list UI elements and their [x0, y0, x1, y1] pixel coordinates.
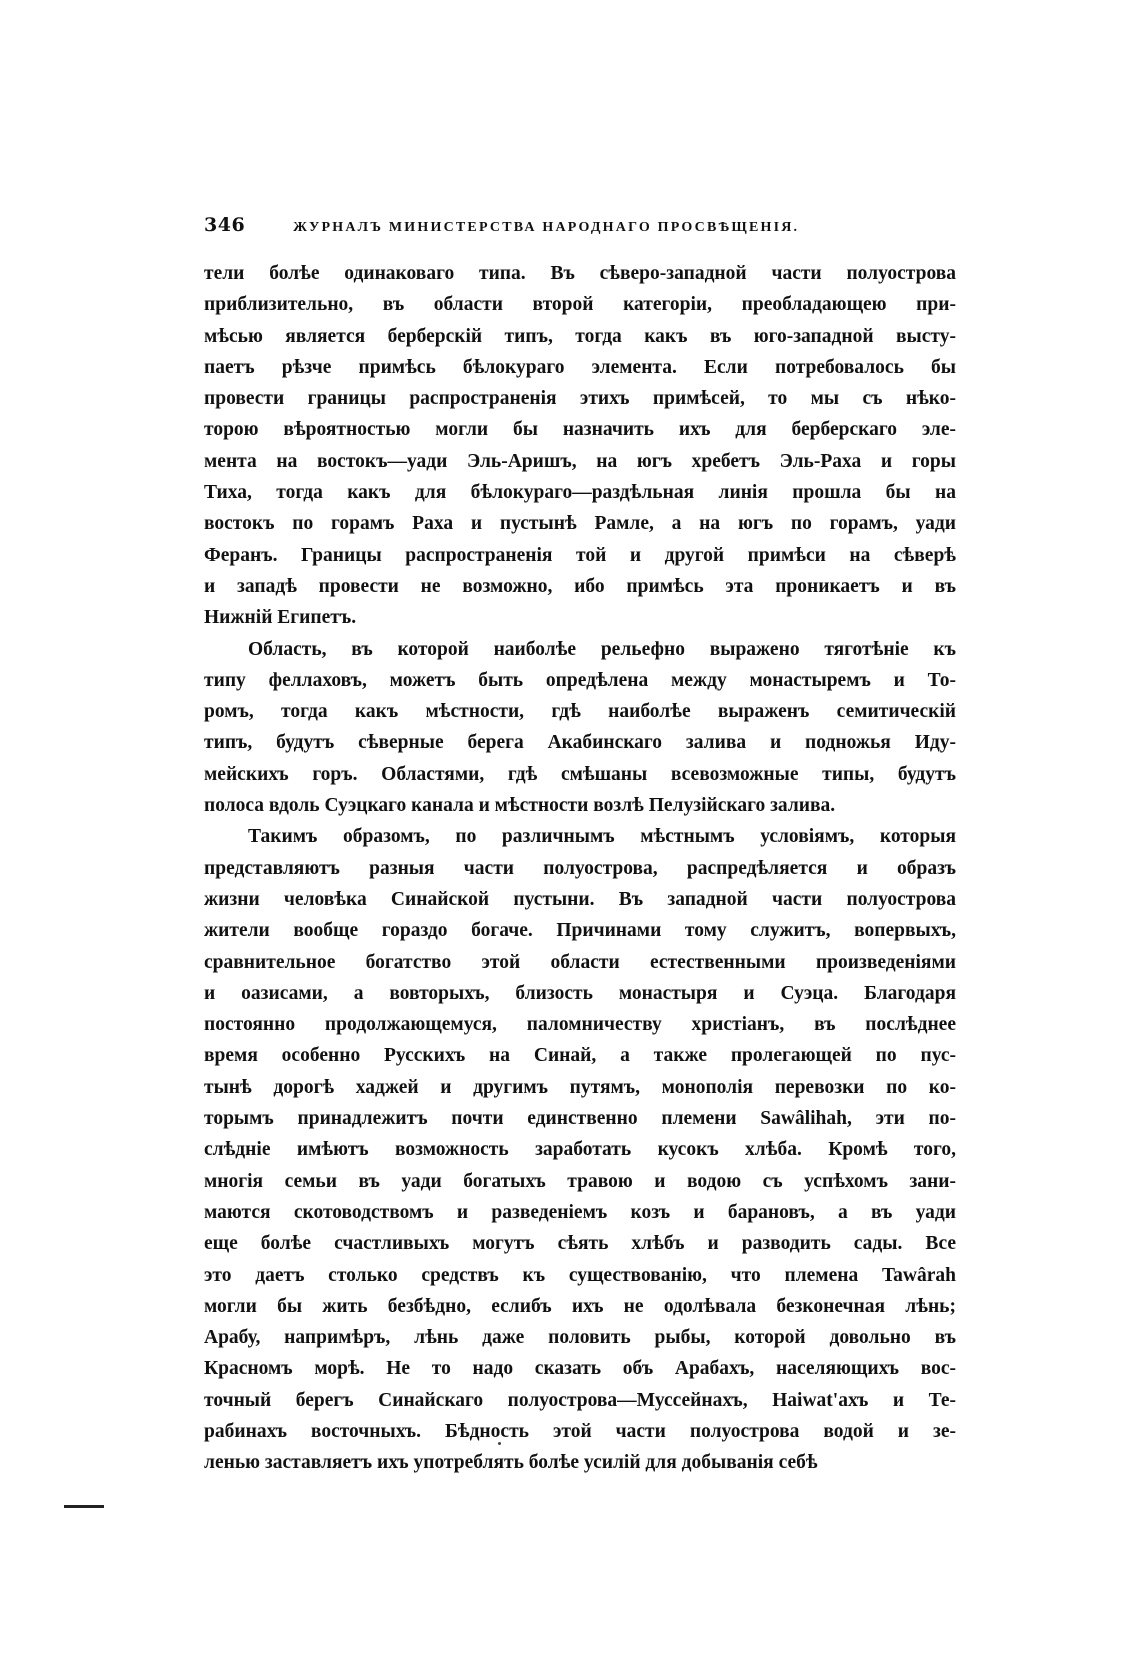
text-line: ленью заставляетъ ихъ употреблять болѣе усилій для добыванія себѣ	[204, 1452, 818, 1474]
text-line: тынѣ дорогѣ хаджей и другимъ путямъ, монополія перевозки по ко-	[204, 1076, 956, 1098]
text-line: представляютъ разныя части полуострова, распредѣляется и образъ	[204, 857, 956, 879]
page-number: 346	[204, 214, 246, 236]
text-line: провести границы распространенія этихъ примѣсей, то мы съ нѣко-	[204, 388, 956, 410]
paragraph	[204, 634, 956, 822]
text-line: еще болѣе счастливыхъ могутъ сѣять хлѣбъ и разводить сады. Все	[204, 1233, 956, 1255]
text-line: Нижній Египетъ.	[204, 607, 357, 629]
text-line: Тиха, тогда какъ для бѣлокураго—раздѣльная линія прошла бы на	[204, 482, 956, 504]
body-text	[204, 258, 956, 1479]
text-line: мейскихъ горъ. Областями, гдѣ смѣшаны всевозможные типы, будутъ	[204, 763, 956, 785]
text-line: точный берегъ Синайскаго полуострова—Муссейнахъ, Haiwat'ахъ и Те-	[204, 1389, 956, 1411]
text-line: это даетъ столько средствъ къ существованію, что племена Tawârah	[204, 1264, 956, 1286]
text-line: Красномъ морѣ. Не то надо сказать объ Арабахъ, населяющихъ вос-	[204, 1358, 956, 1380]
text-line: многія семьи въ уади богатыхъ травою и водою съ успѣхомъ зани-	[204, 1170, 956, 1192]
text-line: типу феллаховъ, можетъ быть опредѣлена между монастыремъ и То-	[204, 669, 956, 691]
margin-dash-mark	[64, 1505, 104, 1508]
running-head: ЖУРНАЛЪ МИНИСТЕРСТВА НАРОДНАГО ПРОСВѢЩЕНІЯ.	[293, 220, 800, 235]
ink-speck	[498, 1442, 501, 1445]
paragraph	[204, 258, 956, 634]
text-line: и оазисами, а вовторыхъ, близость монастыря и Суэца. Благодаря	[204, 982, 956, 1004]
text-line: тели болѣе одинаковаго типа. Въ сѣверо-западной части полуострова	[204, 263, 956, 284]
text-line: могли бы жить безбѣдно, еслибъ ихъ не одолѣвала безконечная лѣнь;	[204, 1295, 956, 1317]
text-line: мѣсью является берберскій типъ, тогда какъ въ юго-западной высту-	[204, 325, 956, 347]
text-line: востокъ по горамъ Раха и пустынѣ Рамле, а на югъ по горамъ, уади	[204, 513, 956, 535]
text-line: сравнительное богатство этой области естественными произведеніями	[204, 951, 956, 973]
text-line: маются скотоводствомъ и разведеніемъ козъ и барановъ, а въ уади	[204, 1201, 956, 1223]
text-line: Такимъ образомъ, по различнымъ мѣстнымъ условіямъ, которыя	[248, 826, 956, 848]
text-line: слѣдніе имѣютъ возможность заработать кусокъ хлѣба. Кромѣ того,	[204, 1139, 956, 1161]
text-line: Область, въ которой наиболѣе рельефно выражено тяготѣніе къ	[248, 638, 956, 660]
text-line: Арабу, напримѣръ, лѣнь даже половить рыбы, которой довольно въ	[204, 1327, 956, 1349]
text-line: постоянно продолжающемуся, паломничеству христіанъ, въ послѣднее	[204, 1014, 956, 1036]
text-line: торою вѣроятностью могли бы назначить ихъ для берберскаго эле-	[204, 419, 956, 441]
text-line: жители вообще гораздо богаче. Причинами тому служитъ, вопервыхъ,	[204, 920, 956, 942]
text-line: типъ, будутъ сѣверные берега Акабинскаго залива и подножья Иду-	[204, 732, 956, 754]
text-line: время особенно Русскихъ на Синай, а также пролегающей по пус-	[204, 1045, 956, 1067]
paragraph	[204, 821, 956, 1478]
text-line: приблизительно, въ области второй категоріи, преобладающею при-	[204, 294, 956, 316]
text-line: рабинахъ восточныхъ. Бѣдность этой части полуострова водой и зе-	[204, 1420, 956, 1442]
page-header	[204, 214, 956, 244]
text-line: паетъ рѣзче примѣсь бѣлокураго элемента. Если потребовалось бы	[204, 356, 956, 378]
text-line: жизни человѣка Синайской пустыни. Въ западной части полуострова	[204, 888, 956, 910]
text-line: и западѣ провести не возможно, ибо примѣсь эта проникаетъ и въ	[204, 575, 956, 597]
text-line: полоса вдоль Суэцкаго канала и мѣстности возлѣ Пелузійскаго залива.	[204, 795, 836, 817]
text-line: ромъ, тогда какъ мѣстности, гдѣ наиболѣе выраженъ семитическій	[204, 701, 956, 723]
text-line: торымъ принадлежитъ почти единственно племени Sawâlihah, эти по-	[204, 1108, 956, 1130]
text-line: мента на востокъ—уади Эль-Аришъ, на югъ хребетъ Эль-Раха и горы	[204, 450, 956, 472]
text-line: Феранъ. Границы распространенія той и другой примѣси на сѣверѣ	[204, 544, 956, 566]
